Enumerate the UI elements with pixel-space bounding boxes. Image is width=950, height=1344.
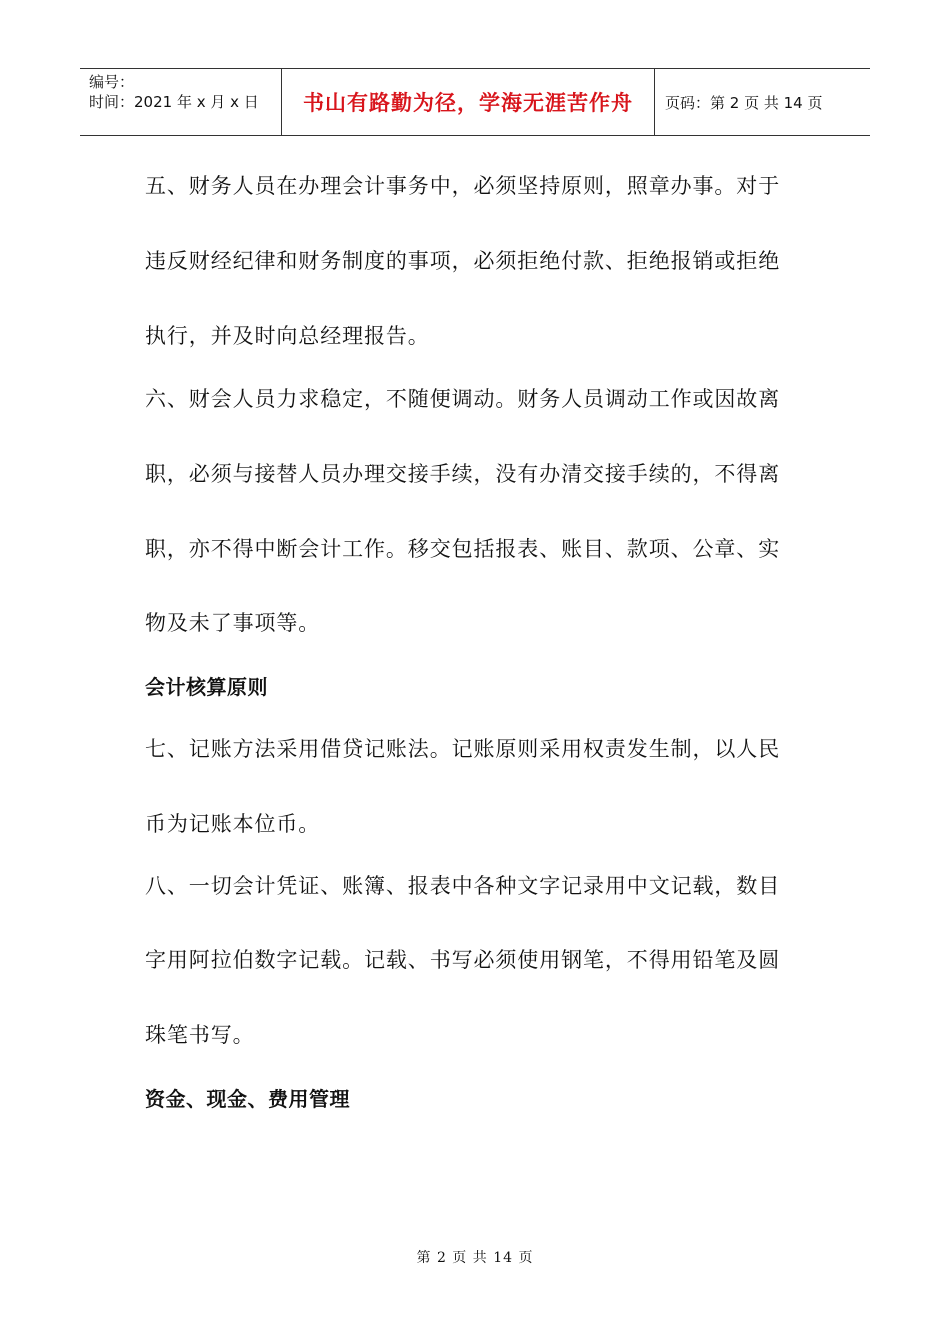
body-line: 八、一切会计凭证、账簿、报表中各种文字记录用中文记载，数目 xyxy=(145,874,781,898)
section-heading: 会计核算原则 xyxy=(145,675,268,699)
section-heading: 资金、现金、费用管理 xyxy=(145,1087,350,1111)
body-line: 职，亦不得中断会计工作。移交包括报表、账目、款项、公章、实 xyxy=(145,537,781,561)
body-line: 物及未了事项等。 xyxy=(145,611,321,635)
body-line: 字用阿拉伯数字记载。记载、书写必须使用钢笔，不得用铅笔及圆 xyxy=(145,948,781,972)
body-line: 执行，并及时向总经理报告。 xyxy=(145,324,430,348)
body-line: 违反财经纪律和财务制度的事项，必须拒绝付款、拒绝报销或拒绝 xyxy=(145,249,781,273)
body-line: 七、记账方法采用借贷记账法。记账原则采用权责发生制，以人民 xyxy=(145,737,781,761)
body-line: 六、财会人员力求稳定，不随便调动。财务人员调动工作或因故离 xyxy=(145,387,781,411)
header-page-info: 页码：第 2 页 共 14 页 xyxy=(665,93,823,112)
body-line: 币为记账本位币。 xyxy=(145,812,321,836)
body-line: 职，必须与接替人员办理交接手续，没有办清交接手续的，不得离 xyxy=(145,462,781,486)
number-label: 编号： xyxy=(89,73,135,91)
body-line: 珠笔书写。 xyxy=(145,1023,255,1047)
header-motto: 书山有路勤为径，学海无涯苦作舟 xyxy=(282,69,655,135)
header-meta xyxy=(80,69,282,135)
body-line: 五、财务人员在办理会计事务中，必须坚持原则，照章办事。对于 xyxy=(145,174,781,198)
time-label: 时间：2021 年 x 月 x 日 xyxy=(89,93,259,111)
page-footer: 第 2 页 共 14 页 xyxy=(416,1250,534,1266)
document-header xyxy=(80,68,870,136)
